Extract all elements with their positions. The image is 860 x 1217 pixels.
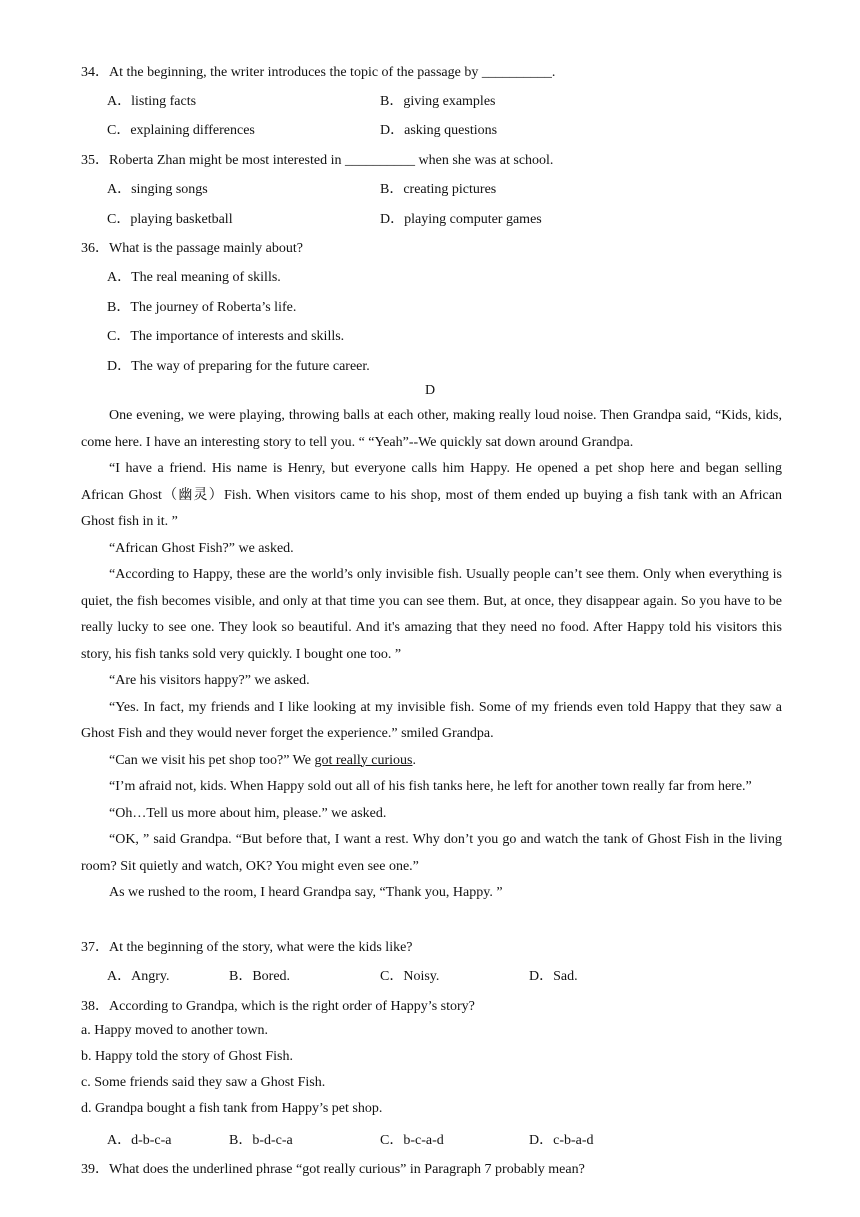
question-35-option-b: B．creating pictures	[380, 182, 497, 197]
question-38-event-c: c. Some friends said they saw a Ghost Fish.	[81, 1075, 326, 1090]
question-34-option-c: C．explaining differences	[107, 123, 255, 138]
story-paragraph-5: “Are his visitors happy?” we asked.	[109, 673, 310, 688]
story-paragraph-11: As we rushed to the room, I heard Grandpa say, “Thank you, Happy. ”	[109, 885, 503, 900]
story-paragraph-7	[81, 748, 782, 775]
question-35-stem: 35．Roberta Zhan might be most interested in __________ when she was at school.	[81, 153, 554, 168]
question-37-stem: 37．At the beginning of the story, what were the kids like?	[81, 940, 413, 955]
question-37-option-d: D．Sad.	[529, 969, 578, 984]
story-paragraph-3: “African Ghost Fish?” we asked.	[109, 540, 294, 556]
question-36-option-c: C．The importance of interests and skills.	[107, 329, 345, 344]
story-paragraph-7-end: .	[412, 752, 416, 768]
question-38-event-b: b. Happy told the story of Ghost Fish.	[81, 1049, 293, 1064]
question-37-option-a: A．Angry.	[107, 969, 170, 984]
question-36-stem: 36．What is the passage mainly about?	[81, 241, 303, 256]
story-paragraph-6: “Yes. In fact, my friends and I like looking at my invisible fish. Some of my friends even told Happy that they saw a Ghost Fish and they would never forget the experience.” smiled Grandpa.	[81, 699, 782, 741]
question-34-option-a: A．listing facts	[107, 94, 197, 109]
question-38-event-d: d. Grandpa bought a fish tank from Happy’s pet shop.	[81, 1101, 383, 1116]
question-38-option-d: D．c-b-a-d	[529, 1133, 594, 1148]
question-34-option-b: B．giving examples	[380, 94, 496, 109]
question-35-option-a: A．singing songs	[107, 182, 208, 197]
question-36-option-d: D．The way of preparing for the future career.	[107, 359, 370, 374]
question-36-option-b: B．The journey of Roberta’s life.	[107, 300, 297, 315]
story-paragraph-10: “OK, ” said Grandpa. “But before that, I want a rest. Why don’t you go and watch the tank of Ghost Fish in the living room? Sit quietly and watch, OK? You might even see one.”	[81, 832, 782, 874]
question-39-stem: 39．What does the underlined phrase “got really curious” in Paragraph 7 probably mean?	[81, 1162, 585, 1177]
story-paragraph-8: “I’m afraid not, kids. When Happy sold out all of his fish tanks here, he left for another town really far from here.”	[109, 779, 752, 794]
question-38-event-a: a. Happy moved to another town.	[81, 1023, 269, 1038]
question-37-option-c: C．Noisy.	[380, 969, 440, 984]
question-34-stem: 34．At the beginning, the writer introduces the topic of the passage by __________.	[81, 65, 556, 80]
section-heading-d: D	[424, 383, 436, 398]
story-paragraph-1: One evening, we were playing, throwing balls at each other, making really loud noise. Then Grandpa said, “Kids, kids, come here. I have an interesting story to tell you. “ “Yeah”--We quickly sat down around Grandpa.	[81, 408, 782, 450]
question-38-option-c: C．b-c-a-d	[380, 1133, 444, 1148]
question-38-option-a: A．d-b-c-a	[107, 1133, 172, 1148]
story-paragraph-7-start: “Can we visit his pet shop too?” We	[109, 752, 315, 768]
question-38-stem: 38．According to Grandpa, which is the right order of Happy’s story?	[81, 999, 475, 1014]
story-paragraph-2: “I have a friend. His name is Henry, but everyone calls him Happy. He opened a pet shop here and began selling African Ghost（幽灵）Fish. When visitors came to his shop, most of them ended up buying a fish tank with an African Ghost fish in it. ”	[81, 461, 782, 529]
question-36-option-a: A．The real meaning of skills.	[107, 270, 281, 285]
question-38-option-b: B．b-d-c-a	[229, 1133, 293, 1148]
question-35-option-d: D．playing computer games	[380, 212, 542, 227]
underlined-phrase: got really curious	[314, 752, 413, 768]
question-34-option-d: D．asking questions	[380, 123, 498, 138]
story-paragraph-9: “Oh…Tell us more about him, please.” we asked.	[109, 805, 387, 821]
story-paragraph-4: “According to Happy, these are the world’s only invisible fish. Usually people can’t see them. Only when everything is quiet, the fish becomes visible, and only at that time you can see them. But, at once, they disappear again. So you have to be really lucky to see one. They look so beautiful. And it's amazing that they need no food. After Happy told his visitors this story, his fish tanks sold very quickly. I bought one too. ”	[81, 567, 782, 662]
story-passage	[81, 403, 782, 907]
question-35-option-c: C．playing basketball	[107, 212, 233, 227]
question-37-option-b: B．Bored.	[229, 969, 291, 984]
